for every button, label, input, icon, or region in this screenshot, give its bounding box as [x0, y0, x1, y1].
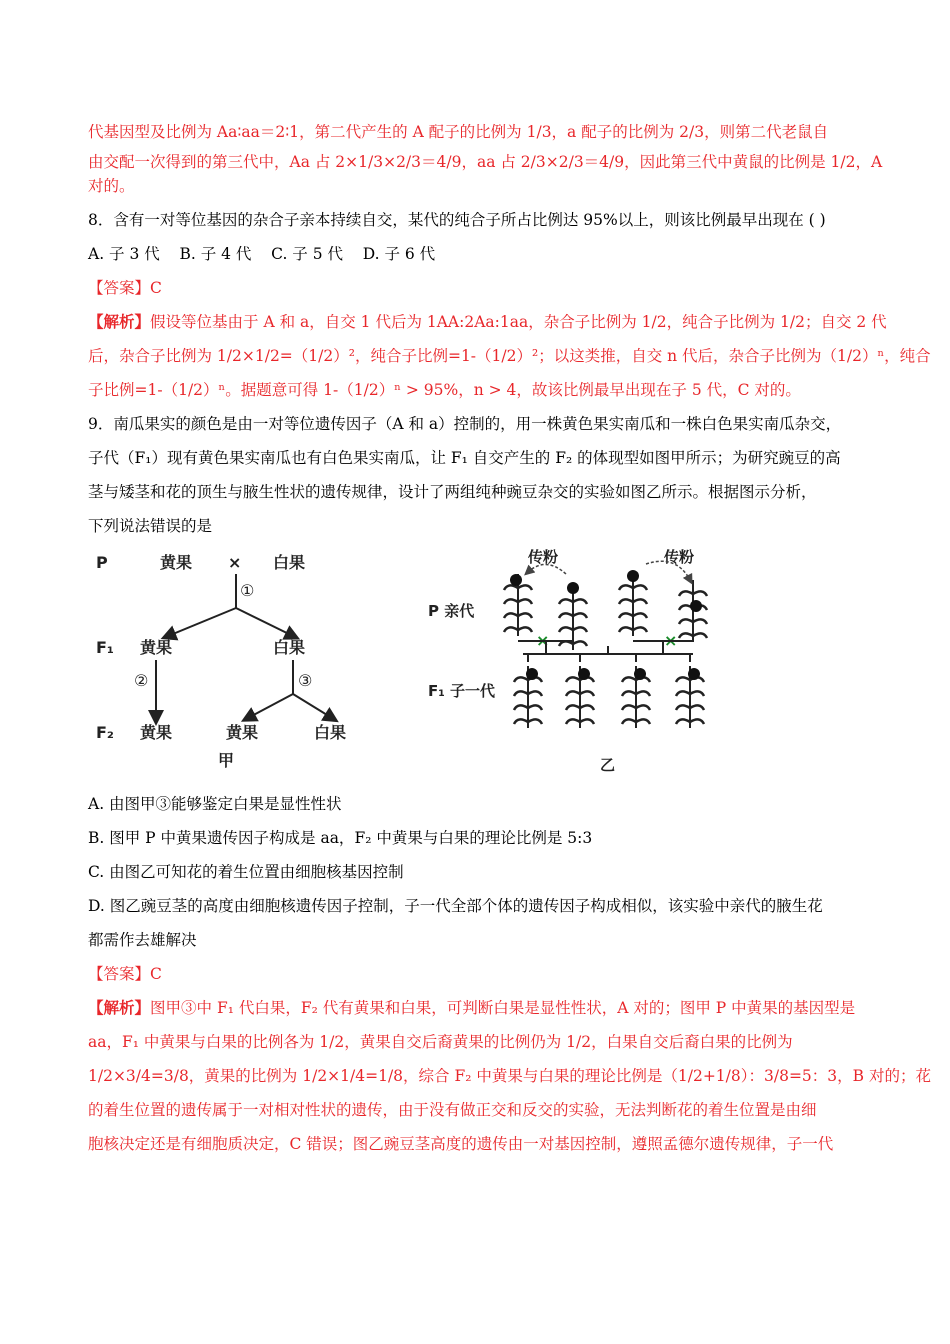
jia-p-yellow: 黄果	[160, 553, 193, 572]
yi-f1-label: F₁ 子一代	[428, 682, 496, 700]
yi-cross-1: ×	[536, 631, 550, 650]
q8-answer	[88, 276, 864, 300]
jia-f2-white: 白果	[314, 723, 347, 742]
yi-offspring-plants	[514, 666, 704, 728]
yi-cross-2: ×	[664, 631, 678, 650]
q9-analysis-line-1	[88, 996, 864, 1020]
q9-stem-line-2: 子代（F₁）现有黄色果实南瓜也有白色果实南瓜，让 F₁ 自交产生的 F₂ 的体现型如图甲所示；为研究豌豆的高	[88, 449, 841, 467]
jia-f1-white: 白果	[273, 638, 306, 657]
jia-step-2: ②	[134, 671, 149, 690]
yi-p-label: P 亲代	[428, 602, 475, 620]
document-page	[88, 120, 931, 1156]
jia-f2-yellow-1: 黄果	[140, 723, 173, 742]
q8-analysis-line-1	[88, 310, 887, 334]
jia-f2-yellow-2: 黄果	[226, 723, 259, 742]
analysis-text: 假设等位基由于 A 和 a，自交 1 代后为 1AA:2Aa:1aa，杂合子比例为 1/2，纯合子比例为 1/2；自交 2 代	[150, 313, 887, 331]
prev-analysis-line-1: 代基因型及比例为 Aa∶aa＝2∶1，第二代产生的 A 配子的比例为 1/3，a 配子的比例为 2/3，则第二代老鼠自	[88, 123, 829, 141]
q9-option-d-line-1: D. 图乙豌豆茎的高度由细胞核遗传因子控制，子一代全部个体的遗传因子构成相似，该实验中亲代的腋生花	[88, 897, 823, 915]
jia-f2-label: F₂	[96, 723, 114, 742]
q9-stem-line-4: 下列说法错误的是	[88, 517, 213, 535]
figure-yi	[428, 546, 758, 782]
answer-tag: 【答案】	[88, 279, 151, 297]
answer-value: C	[150, 965, 162, 983]
answer-tag: 【答案】	[88, 965, 151, 983]
q9-option-a: A. 由图甲③能够鉴定白果是显性性状	[88, 795, 342, 813]
q9-analysis-line-2: aa，F₁ 中黄果与白果的比例各为 1/2，黄果自交后裔黄果的比例仍为 1/2，白果自交后裔白果的比例为	[88, 1033, 793, 1051]
jia-p-label: P	[96, 553, 108, 572]
q9-option-b: B. 图甲 P 中黄果遗传因子构成是 aa，F₂ 中黄果与白果的理论比例是 5:3	[88, 829, 593, 847]
analysis-tag: 【解析】	[88, 312, 151, 331]
q9-analysis-line-4: 的着生位置的遗传属于一对相对性状的遗传，由于没有做正交和反交的实验，无法判断花的着生位置是由细	[88, 1101, 817, 1119]
q9-figures	[88, 546, 864, 782]
q9-analysis-line-5: 胞核决定还是有细胞质决定，C 错误；图乙豌豆茎高度的遗传由一对基因控制，遵照孟德尔遗传规律，子一代	[88, 1135, 834, 1153]
q9-option-c: C. 由图乙可知花的着生位置由细胞核基因控制	[88, 863, 404, 881]
jia-f1-yellow: 黄果	[140, 638, 173, 657]
q9-answer	[88, 962, 864, 986]
q9-option-d-line-2: 都需作去雄解决	[88, 931, 197, 949]
analysis-tag: 【解析】	[88, 998, 151, 1017]
q8-options: A. 子 3 代 B. 子 4 代 C. 子 5 代 D. 子 6 代	[88, 245, 436, 263]
q9-analysis-line-3: 1/2×3/4=3/8，黄果的比例为 1/2×1/4=1/8，综合 F₂ 中黄果与白果的理论比例是（1/2+1/8）：3/8=5：3，B 对的；花	[88, 1067, 931, 1085]
prev-analysis-line-3: 对的。	[88, 177, 135, 195]
q9-stem-line-1: 9．南瓜果实的颜色是由一对等位遗传因子（A 和 a）控制的，用一株黄色果实南瓜和一株白色果实南瓜杂交，	[88, 415, 842, 433]
jia-f1-label: F₁	[96, 638, 114, 657]
jia-step-1: ①	[240, 581, 255, 600]
jia-p-white: 白果	[273, 553, 306, 572]
jia-cross: ×	[228, 553, 242, 572]
analysis-text: 图甲③中 F₁ 代白果，F₂ 代有黄果和白果，可判断白果是显性性状，A 对的；图甲 P 中黄果的基因型是	[150, 999, 856, 1017]
prev-analysis-line-2: 由交配一次得到的第三代中，Aa 占 2×1/3×2/3＝4/9，aa 占 2/3×2/3＝4/9，因此第三代中黄鼠的比例是 1/2，A	[88, 153, 883, 171]
q8-analysis-line-2: 后，杂合子比例为 1/2×1/2=（1/2）²，纯合子比例=1-（1/2）²；以这类推，自交 n 代后，杂合子比例为（1/2）ⁿ，纯合	[88, 347, 931, 365]
yi-caption: 乙	[600, 756, 616, 774]
jia-caption: 甲	[218, 751, 235, 770]
q8-stem: 8．含有一对等位基因的杂合子亲本持续自交，某代的纯合子所占比例达 95%以上，则该比例最早出现在 ( )	[88, 211, 826, 229]
answer-value: C	[150, 279, 162, 297]
jia-step-3: ③	[298, 671, 313, 690]
yi-pollen-2: 传粉	[664, 548, 695, 566]
yi-pollen-1: 传粉	[528, 548, 559, 566]
q8-analysis-line-3: 子比例=1-（1/2）ⁿ。据题意可得 1-（1/2）ⁿ > 95%，n > 4，故该比例最早出现在子 5 代，C 对的。	[88, 381, 801, 399]
figure-jia	[88, 546, 378, 782]
q9-stem-line-3: 茎与矮茎和花的顶生与腋生性状的遗传规律，设计了两组纯种豌豆杂交的实验如图乙所示。根据图示分析，	[88, 483, 817, 501]
